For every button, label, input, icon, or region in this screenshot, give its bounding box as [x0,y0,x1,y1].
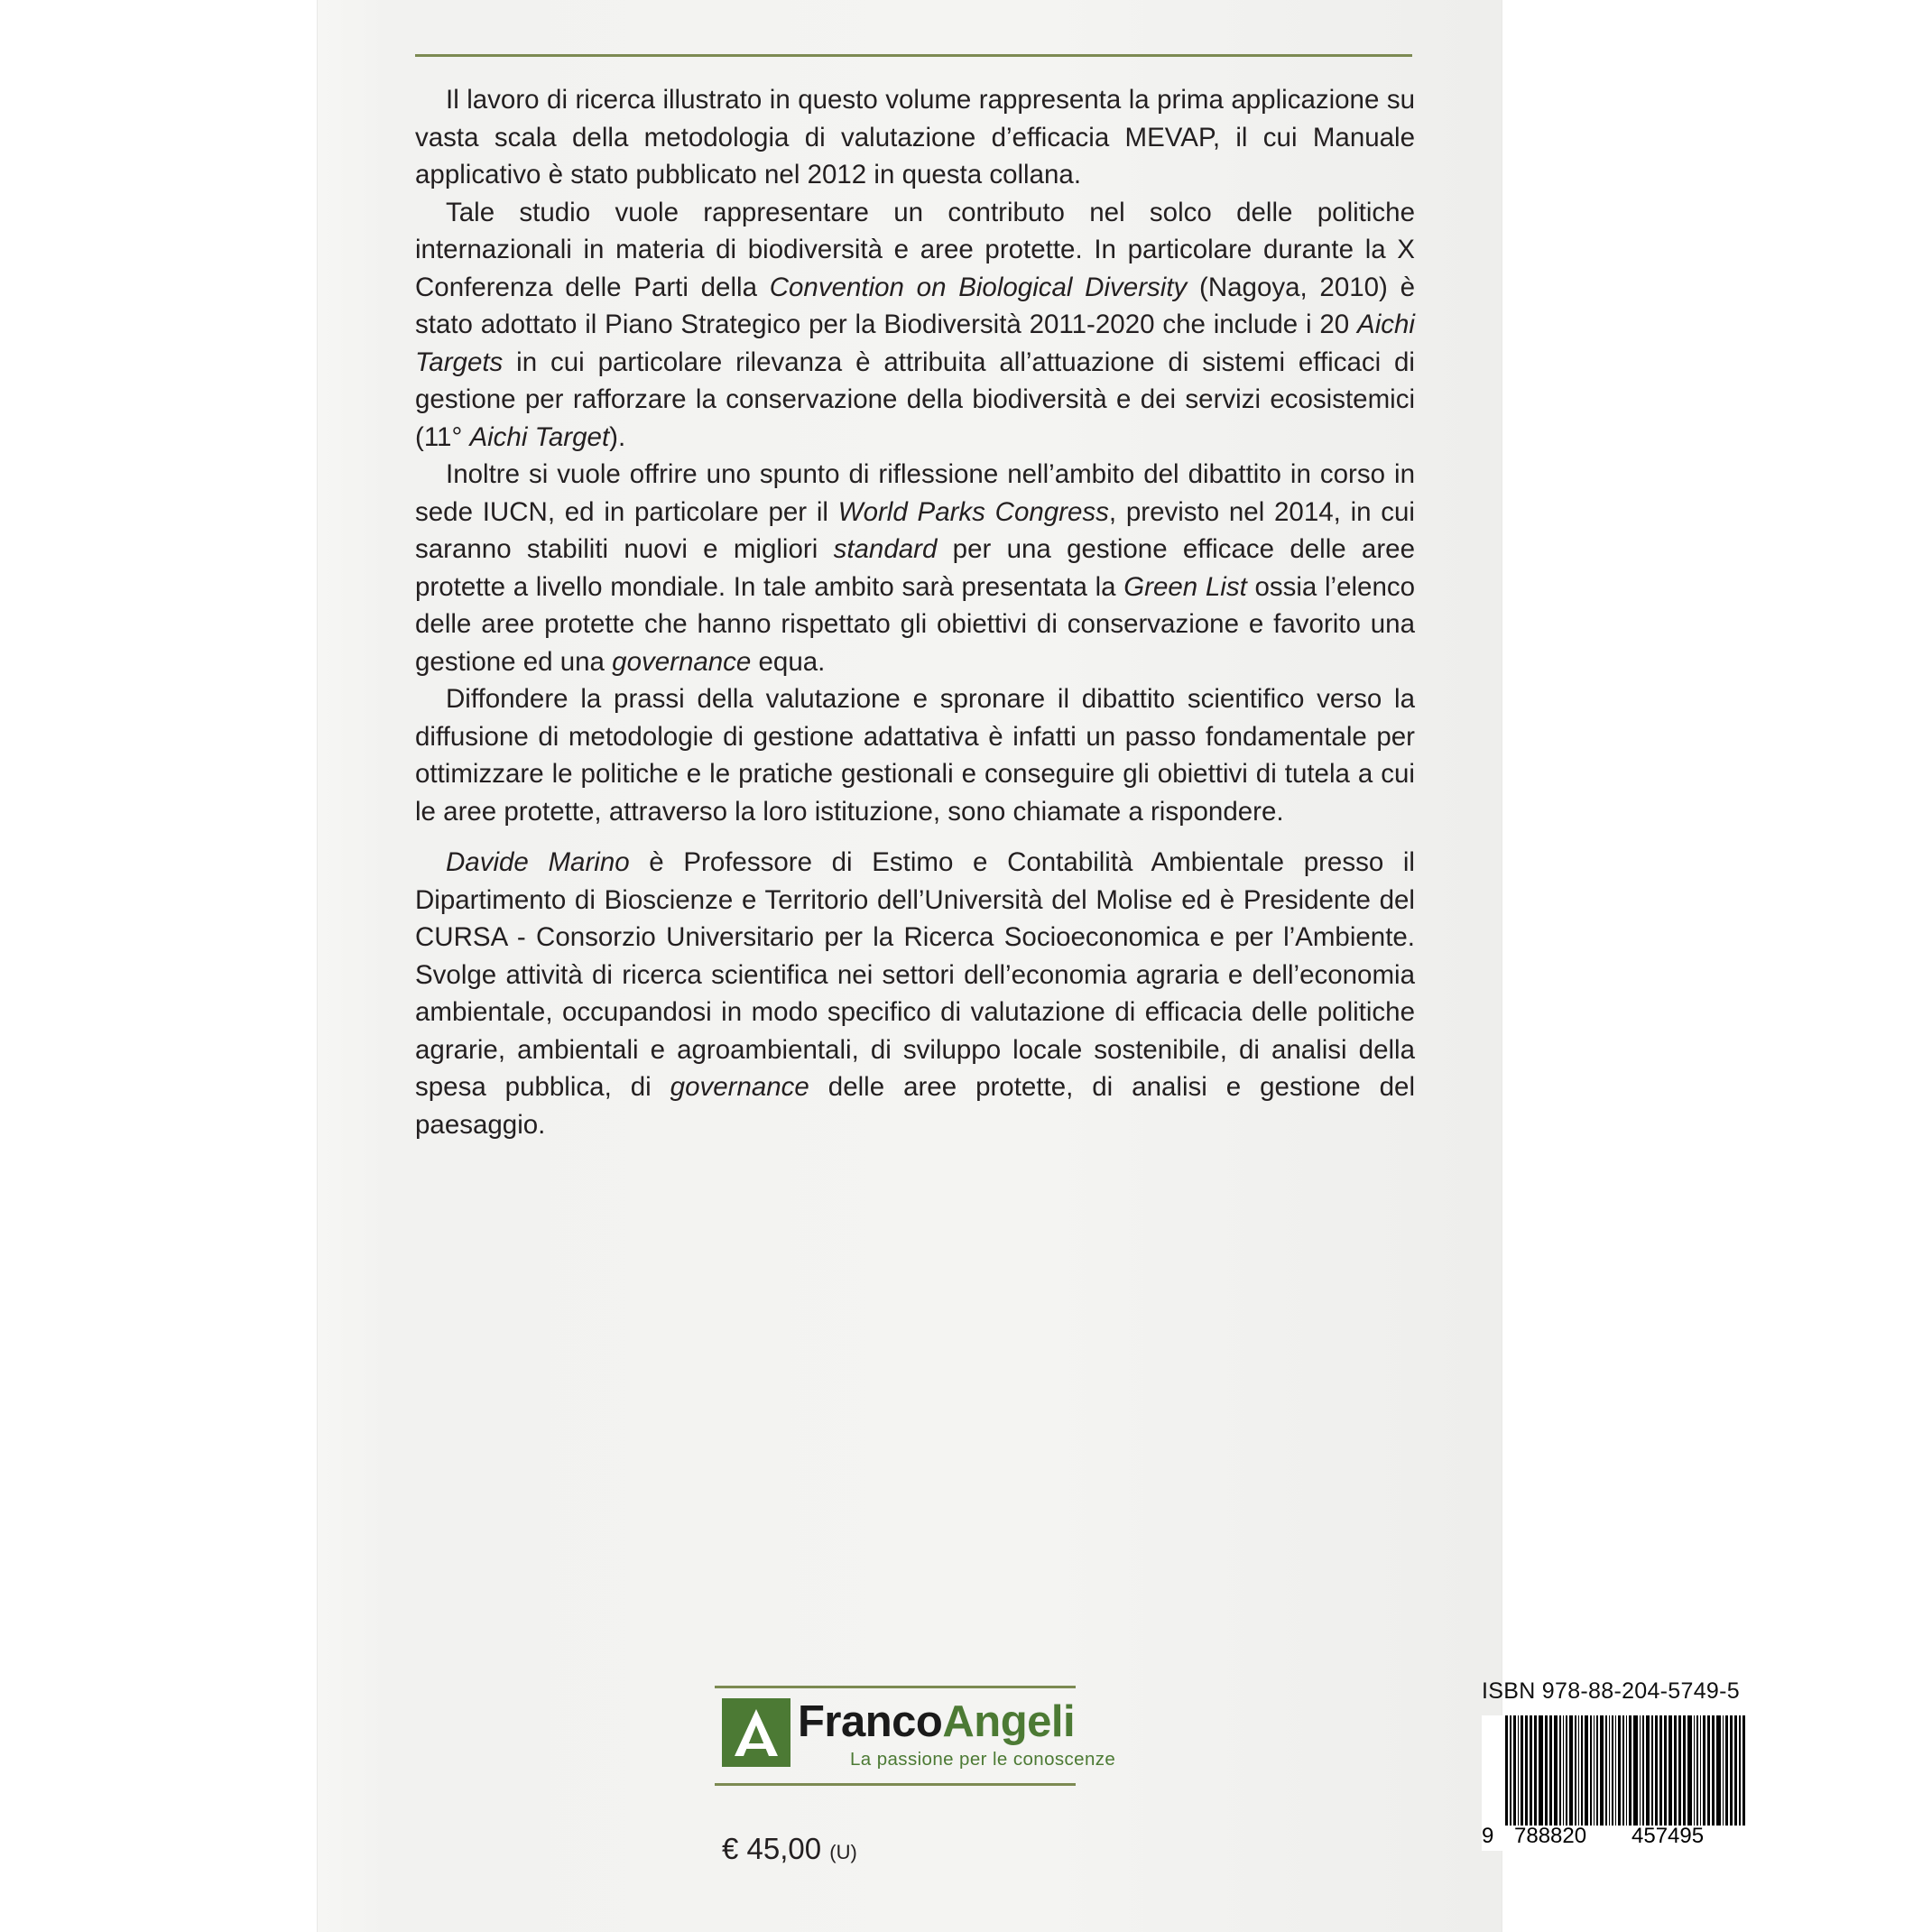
logo-top-rule [715,1686,1076,1688]
barcode-digit-mid: 788820 [1514,1824,1587,1848]
author-name: Davide Marino [446,847,630,877]
publisher-logo [715,1686,1116,1794]
top-rule-divider [415,54,1412,57]
francoangeli-a-icon [722,1698,790,1767]
publisher-name-part2: Angeli [942,1697,1076,1746]
italic-aichi-target: Aichi Target [469,421,610,452]
blurb-paragraph-1: Il lavoro di ricerca illustrato in questo volume rappresenta la prima applicazione su vasta scala della metodologia di valutazione d’efficacia MEVAP, il cui Manuale applicativo è stato pubblicato nel 2012 in questa collana. [415,85,1415,190]
barcode-bars [1505,1715,1747,1826]
publisher-name [798,1696,1075,1747]
price-vat-note: (U) [829,1841,857,1863]
barcode-digits [1482,1824,1752,1851]
italic-convention-title: Convention on Biological Diversity [769,272,1188,302]
blurb-text-block [415,81,1415,830]
author-bio-block [415,844,1415,1143]
italic-governance-2: governance [670,1072,809,1102]
isbn-label: ISBN 978-88-204-5749-5 [1482,1678,1740,1704]
italic-world-parks-congress: World Parks Congress [837,496,1109,527]
blurb-paragraph-4: Diffondere la prassi della valutazione e spronare il dibattito scientifico verso la diffusione di metodologie di gestione adattativa è infatti un passo fondamentale per ottimizzare le politiche e le pratiche gestionali e conseguire gli obiettivi di tutela a cui le aree protette, attraverso la loro istituzione, sono chiamate a rispondere. [415,684,1415,827]
blurb-paragraph-3: Inoltre si vuole offrire uno spunto di riflessione nell’ambito del dibattito in corso in sede IUCN, ed in particolare per il World Parks Congress, previsto nel 2014, in cui saranno stabiliti nuovi e migliori standard per una gestione efficace delle aree protette a livello mondiale. In tale ambito sarà presentata la Green List ossia l’elenco delle aree protette che hanno rispettato gli obiettivi di conservazione e favorito una gestione ed una governance equa. [415,459,1416,677]
author-bio-paragraph: Davide Marino è Professore di Estimo e Contabilità Ambientale presso il Dipartimento di Bioscienze e Territorio dell’Università del Molise ed è Presidente del CURSA - Consorzio Universitario per la Ricerca Socioeconomica e per l’Ambiente. Svolge attività di ricerca scientifica nei settori dell’economia agraria e dell’economia ambientale, occupandosi in modo specifico di valutazione di efficacia delle politiche agrarie, ambientali e agroambientali, di sviluppo locale sostenibile, di analisi della spesa pubblica, di governance delle aree protette, di analisi e gestione del paesaggio. [415,847,1416,1140]
blurb-paragraph-2: Tale studio vuole rappresentare un contributo nel solco delle politiche internazionali in materia di biodiversità e aree protette. In particolare durante la X Conferenza delle Parti della Convention on Biological Diversity (Nagoya, 2010) è stato adottato il Piano Strategico per la Biodiversità 2011-2020 che include i 20 Aichi Targets in cui particolare rilevanza è attribuita all’attuazione di sistemi efficaci di gestione per rafforzare la conservazione della biodiversità e dei servizi ecosistemici (11° Aichi Target). [415,197,1415,452]
price-line [722,1832,857,1866]
italic-aichi-targets: Aichi Targets [415,310,1415,377]
barcode-digit-right: 457495 [1632,1824,1705,1848]
cover-surface [318,0,1740,1932]
publisher-name-part1: Franco [798,1697,943,1746]
logo-bottom-rule [715,1783,1076,1786]
italic-governance-1: governance [612,646,752,677]
isbn-barcode [1482,1715,1752,1851]
publisher-tagline: La passione per le conoscenze [850,1749,1116,1770]
italic-green-list: Green List [1123,571,1247,602]
price-amount: € 45,00 [722,1832,822,1865]
book-back-cover [318,0,1740,1932]
italic-standard: standard [833,534,938,564]
isbn-block [1482,1678,1761,1851]
barcode-digit-left: 9 [1482,1824,1494,1848]
